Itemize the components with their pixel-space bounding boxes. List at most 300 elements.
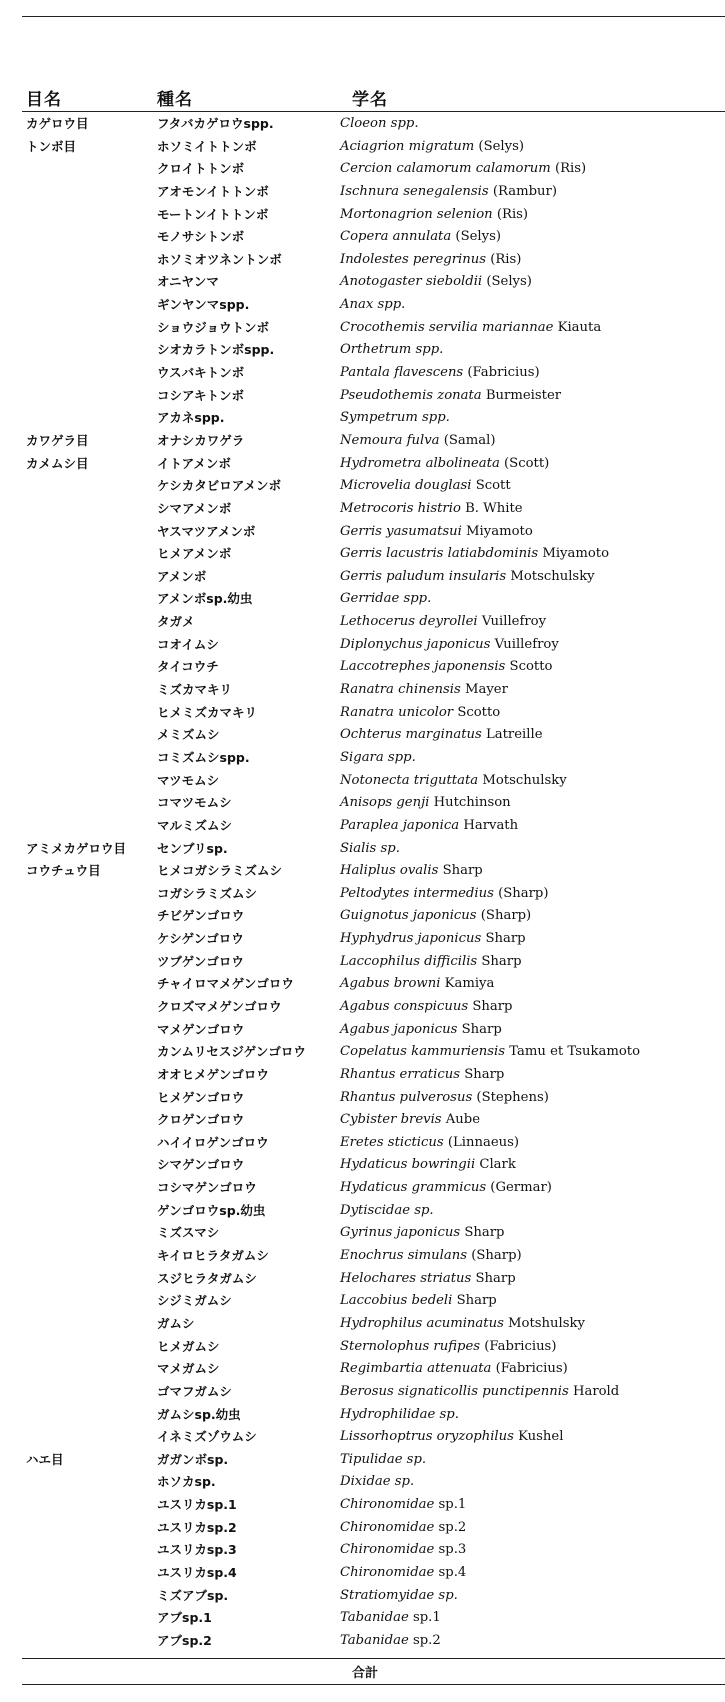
scientific-binomial: Eretes sticticus	[340, 1134, 444, 1150]
japanese-name-cell: オオヒメゲンゴロウ	[157, 1066, 269, 1082]
table-row	[0, 1041, 725, 1064]
japanese-name-cell: オニヤンマ	[157, 274, 219, 290]
author-citation: B. White	[465, 500, 523, 516]
japanese-name-cell: センブリsp.	[157, 840, 228, 856]
author-citation: Aube	[445, 1112, 481, 1128]
author-citation: Burmeister	[485, 387, 562, 403]
scientific-name-cell	[340, 568, 595, 586]
table-row	[0, 724, 725, 747]
scientific-binomial: Sympetrum spp.	[340, 410, 450, 426]
japanese-name-cell: ミズアブsp.	[157, 1587, 229, 1603]
author-citation: Sharp	[485, 931, 526, 947]
japanese-name-cell: ヒメミズカマキリ	[157, 704, 258, 720]
author-citation: sp.4	[438, 1565, 467, 1580]
table-row	[0, 1630, 725, 1653]
japanese-name-cell: キイロヒラタガムシ	[157, 1248, 269, 1264]
japanese-name-cell: ホソミオツネントンボ	[157, 251, 282, 267]
scientific-name-cell	[340, 885, 549, 903]
author-citation: Sharp	[442, 863, 483, 879]
scientific-binomial: Laccophilus difficilis	[340, 953, 478, 969]
table-row	[0, 905, 725, 928]
japanese-name-cell: ウスバキトンボ	[157, 365, 245, 381]
table-row	[0, 1109, 725, 1132]
order-cell: ハエ目	[26, 1451, 64, 1467]
table-row	[0, 1585, 725, 1608]
japanese-name-cell: クロイトトンボ	[157, 161, 245, 177]
table-row	[0, 747, 725, 770]
japanese-name-cell: イトアメンボ	[157, 455, 231, 471]
author-citation: Sharp	[456, 1293, 497, 1309]
japanese-name-cell: ヒメゲンゴロウ	[157, 1089, 245, 1105]
order-cell: カワゲラ目	[26, 432, 89, 448]
table-row	[0, 566, 725, 589]
scientific-binomial: Agabus conspicuus	[340, 998, 469, 1014]
japanese-name-cell: マツモムシ	[157, 772, 220, 788]
scientific-name-cell	[340, 160, 586, 178]
japanese-name-cell: カンムリセスジゲンゴロウ	[157, 1044, 306, 1060]
japanese-name-cell: コシアキトンボ	[157, 387, 245, 403]
scientific-binomial: Aciagrion migratum	[340, 138, 475, 154]
scientific-binomial: Helochares striatus	[340, 1270, 472, 1286]
japanese-name-cell: ミズスマシ	[157, 1225, 220, 1241]
japanese-name-cell: アブsp.1	[157, 1610, 212, 1626]
author-citation: Kamiya	[444, 976, 495, 992]
scientific-binomial: Laccobius bedeli	[340, 1293, 453, 1309]
author-citation: Clark	[479, 1157, 516, 1173]
japanese-name-cell: ヒメガムシ	[157, 1338, 220, 1354]
table-row	[0, 996, 725, 1019]
scientific-name-cell	[340, 1043, 640, 1061]
table-row	[0, 407, 725, 430]
author-citation: (Ris)	[490, 251, 522, 267]
scientific-name-cell	[340, 409, 450, 427]
japanese-name-cell: ユスリカsp.4	[157, 1565, 237, 1580]
table-row	[0, 928, 725, 951]
scientific-name-cell	[340, 998, 512, 1016]
scientific-name-cell	[340, 681, 508, 699]
table-row	[0, 883, 725, 906]
japanese-name-cell: シマアメンボ	[157, 500, 232, 516]
author-citation: Vuillefroy	[481, 614, 547, 630]
scientific-name-cell	[340, 726, 543, 744]
table-row	[0, 1426, 725, 1449]
japanese-name-cell: ガムシ	[157, 1315, 195, 1331]
scientific-binomial: Hydrometra albolineata	[340, 455, 500, 471]
scientific-name-cell	[340, 296, 405, 314]
scientific-name-cell	[340, 1156, 516, 1174]
table-row	[0, 1154, 725, 1177]
scientific-binomial: Hydaticus bowringii	[340, 1157, 476, 1173]
author-citation: Scott	[475, 478, 511, 494]
author-citation: Scotto	[509, 659, 553, 675]
bottom-rule-2	[22, 1684, 725, 1685]
scientific-binomial: Agabus japonicus	[340, 1021, 458, 1037]
author-citation: Motshulsky	[508, 1315, 585, 1331]
table-row	[0, 815, 725, 838]
scientific-name-cell	[340, 251, 521, 269]
table-row	[0, 1336, 725, 1359]
scientific-name-cell	[340, 930, 526, 948]
table-row	[0, 702, 725, 725]
japanese-name-cell: オナシカワゲラ	[157, 432, 245, 448]
scientific-name-cell	[340, 1089, 549, 1107]
author-citation: sp.1	[438, 1497, 467, 1513]
table-row	[0, 656, 725, 679]
author-citation: Harvath	[463, 817, 519, 833]
author-citation: Motschulsky	[510, 568, 595, 584]
table-row	[0, 838, 725, 861]
scientific-binomial: Tabanidae	[340, 1610, 409, 1626]
japanese-name-cell: ホソカsp.	[157, 1474, 216, 1490]
table-row	[0, 1087, 725, 1110]
japanese-name-cell: マメゲンゴロウ	[157, 1021, 245, 1037]
table-row	[0, 1019, 725, 1042]
scientific-binomial: Rhantus pulverosus	[340, 1089, 473, 1105]
scientific-name-cell	[340, 1541, 466, 1559]
scientific-name-cell	[340, 1496, 466, 1514]
scientific-binomial: Tipulidae sp.	[340, 1451, 427, 1467]
table-row	[0, 1313, 725, 1336]
scientific-binomial: Ochterus marginatus	[340, 727, 482, 743]
japanese-name-cell: チャイロマメゲンゴロウ	[157, 976, 294, 992]
japanese-name-cell: コオイムシ	[157, 636, 219, 652]
japanese-name-cell: ケシゲンゴロウ	[157, 931, 244, 947]
table-row	[0, 1290, 725, 1313]
scientific-binomial: Chironomidae	[340, 1542, 435, 1558]
scientific-name-cell	[340, 1224, 505, 1242]
scientific-name-cell	[340, 1315, 585, 1333]
scientific-binomial: Sigara spp.	[340, 749, 416, 765]
scientific-name-cell	[340, 228, 501, 246]
scientific-binomial: Chironomidae	[340, 1519, 435, 1535]
scientific-name-cell	[340, 341, 443, 359]
order-cell: コウチュウ目	[26, 863, 101, 879]
scientific-binomial: Pantala flavescens	[340, 365, 464, 381]
scientific-binomial: Nemoura fulva	[340, 432, 440, 448]
author-citation: sp.2	[438, 1519, 467, 1535]
header-japanese-name: 種名	[157, 90, 193, 110]
order-cell: カメムシ目	[26, 455, 89, 471]
table-row	[0, 1245, 725, 1268]
scientific-binomial: Rhantus erraticus	[340, 1066, 460, 1082]
table-row	[0, 951, 725, 974]
scientific-binomial: Hydrophilidae sp.	[340, 1406, 459, 1422]
author-citation: sp.3	[438, 1542, 467, 1558]
japanese-name-cell: クロゲンゴロウ	[157, 1112, 245, 1128]
table-row	[0, 113, 725, 136]
japanese-name-cell: アメンボsp.幼虫	[157, 591, 253, 607]
japanese-name-cell: コミズムシspp.	[157, 749, 250, 765]
scientific-name-cell	[340, 1587, 458, 1605]
author-citation: (Sharp)	[471, 1248, 522, 1264]
scientific-name-cell	[340, 862, 483, 880]
scientific-binomial: Hydaticus grammicus	[340, 1180, 487, 1196]
scientific-binomial: Gerris paludum insularis	[340, 568, 507, 584]
scientific-binomial: Orthetrum spp.	[340, 342, 444, 358]
table-row	[0, 362, 725, 385]
author-citation: (Ris)	[554, 161, 587, 177]
table-row	[0, 679, 725, 702]
total-label: 合計	[352, 1666, 379, 1681]
scientific-name-cell	[340, 1609, 441, 1627]
author-citation: Hutchinson	[433, 795, 511, 811]
japanese-name-cell: アカネspp.	[157, 410, 225, 426]
scientific-binomial: Agabus browni	[340, 976, 441, 992]
scientific-binomial: Ranatra unicolor	[340, 704, 454, 720]
author-citation: (Selys)	[486, 274, 532, 290]
scientific-name-cell	[340, 975, 494, 993]
scientific-binomial: Enochrus simulans	[340, 1248, 468, 1264]
scientific-name-cell	[340, 590, 431, 608]
japanese-name-cell: ヒメコガシラミズムシ	[157, 863, 283, 879]
scientific-binomial: Anotogaster sieboldii	[340, 274, 483, 290]
table-row	[0, 317, 725, 340]
scientific-name-cell	[340, 840, 400, 858]
author-citation: Tamu et Tsukamoto	[509, 1044, 641, 1060]
table-row	[0, 973, 725, 996]
scientific-binomial: Peltodytes intermedius	[340, 885, 494, 901]
author-citation: (Rambur)	[492, 183, 557, 199]
author-citation: Sharp	[464, 1225, 505, 1241]
scientific-binomial: Dytiscidae sp.	[340, 1202, 434, 1218]
scientific-binomial: Notonecta triguttata	[340, 772, 479, 788]
table-row	[0, 770, 725, 793]
scientific-name-cell	[340, 138, 524, 156]
table-row	[0, 385, 725, 408]
scientific-binomial: Sternolophus rufipes	[340, 1338, 481, 1354]
japanese-name-cell: ショウジョウトンボ	[157, 319, 270, 335]
scientific-name-cell	[340, 432, 496, 450]
scientific-binomial: Pseudothemis zonata	[340, 387, 482, 403]
scientific-binomial: Haliplus ovalis	[340, 863, 439, 879]
japanese-name-cell: チビゲンゴロウ	[157, 908, 245, 924]
author-citation: sp.1	[412, 1610, 441, 1626]
scientific-binomial: Guignotus japonicus	[340, 908, 477, 924]
scientific-name-cell	[340, 1202, 434, 1220]
scientific-binomial: Lissorhoptrus oryzophilus	[340, 1429, 514, 1445]
japanese-name-cell: ゲンゴロウsp.幼虫	[157, 1202, 266, 1218]
japanese-name-cell: イネミズゾウムシ	[157, 1429, 257, 1445]
table-row	[0, 271, 725, 294]
table-row	[0, 204, 725, 227]
author-citation: (Fabricius)	[495, 1361, 568, 1377]
scientific-name-cell	[340, 772, 567, 790]
table-row	[0, 1358, 725, 1381]
table-row	[0, 1200, 725, 1223]
scientific-name-cell	[340, 1134, 519, 1152]
author-citation: (Scott)	[504, 455, 550, 471]
author-citation: Harold	[572, 1383, 620, 1399]
scientific-binomial: Tabanidae	[340, 1632, 409, 1648]
scientific-name-cell	[340, 794, 511, 812]
author-citation: (Selys)	[455, 229, 501, 245]
scientific-name-cell	[340, 1338, 556, 1356]
scientific-binomial: Chironomidae	[340, 1565, 435, 1580]
table-row	[0, 1177, 725, 1200]
scientific-binomial: Copera annulata	[340, 229, 452, 245]
table-row	[0, 543, 725, 566]
scientific-binomial: Ranatra chinensis	[340, 682, 461, 698]
japanese-name-cell: ユスリカsp.3	[157, 1542, 237, 1558]
table-row	[0, 1471, 725, 1494]
japanese-name-cell: スジヒラタガムシ	[157, 1270, 257, 1286]
scientific-name-cell	[340, 907, 531, 925]
japanese-name-cell: クロズマメゲンゴロウ	[157, 998, 282, 1014]
author-citation: (Linnaeus)	[447, 1134, 520, 1150]
header-order: 目名	[26, 90, 62, 110]
japanese-name-cell: ガムシsp.幼虫	[157, 1406, 241, 1422]
table-row	[0, 611, 725, 634]
japanese-name-cell: シジミガムシ	[157, 1293, 232, 1309]
table-row	[0, 634, 725, 657]
scientific-name-cell	[340, 953, 522, 971]
table-row	[0, 339, 725, 362]
scientific-binomial: Metrocoris histrio	[340, 500, 461, 516]
scientific-binomial: Copelatus kammuriensis	[340, 1044, 506, 1060]
author-citation: (Ris)	[496, 206, 529, 222]
top-rule	[22, 16, 725, 17]
author-citation: Sharp	[472, 998, 513, 1014]
scientific-name-cell	[340, 1383, 619, 1401]
author-citation: sp.2	[412, 1632, 441, 1648]
order-cell: カゲロウ目	[26, 116, 89, 131]
scientific-name-cell	[340, 704, 500, 722]
scientific-binomial: Gerris yasumatsui	[340, 523, 462, 539]
japanese-name-cell: メミズムシ	[157, 727, 220, 743]
scientific-name-cell	[340, 1451, 426, 1469]
japanese-name-cell: モートンイトトンボ	[157, 206, 269, 222]
author-citation: Motschulsky	[482, 772, 567, 788]
japanese-name-cell: コガシラミズムシ	[157, 885, 258, 901]
table-row	[0, 158, 725, 181]
japanese-name-cell: アオモンイトトンボ	[157, 183, 269, 199]
scientific-binomial: Crocothemis servilia mariannae	[340, 319, 554, 335]
scientific-binomial: Paraplea japonica	[340, 817, 460, 833]
author-citation: (Sharp)	[480, 908, 532, 924]
scientific-name-cell	[340, 115, 419, 133]
table-row	[0, 792, 725, 815]
japanese-name-cell: タガメ	[157, 614, 195, 630]
japanese-name-cell: ユスリカsp.2	[157, 1519, 237, 1535]
scientific-name-cell	[340, 455, 549, 473]
japanese-name-cell: ヒメアメンボ	[157, 546, 232, 562]
species-table-body	[0, 113, 725, 1653]
scientific-name-cell	[340, 1360, 568, 1378]
table-row	[0, 588, 725, 611]
scientific-name-cell	[340, 387, 561, 405]
scientific-binomial: Sialis sp.	[340, 840, 400, 856]
japanese-name-cell: ホソミイトトンボ	[157, 138, 257, 154]
header-scientific-name: 学名	[352, 90, 388, 110]
scientific-name-cell	[340, 500, 523, 518]
author-citation: Kushel	[518, 1429, 564, 1445]
table-row	[0, 181, 725, 204]
scientific-binomial: Chironomidae	[340, 1497, 435, 1513]
author-citation: Miyamoto	[542, 546, 610, 562]
scientific-name-cell	[340, 1406, 459, 1424]
table-row	[0, 226, 725, 249]
scientific-binomial: Microvelia douglasi	[340, 478, 472, 494]
scientific-name-cell	[340, 1473, 414, 1491]
table-row	[0, 475, 725, 498]
japanese-name-cell: ヤスマツアメンボ	[157, 523, 256, 539]
scientific-binomial: Cybister brevis	[340, 1112, 442, 1128]
scientific-binomial: Gerris lacustris latiabdominis	[340, 546, 539, 562]
japanese-name-cell: タイコウチ	[157, 659, 219, 675]
author-citation: (Stephens)	[476, 1089, 549, 1105]
scientific-name-cell	[340, 1270, 516, 1288]
scientific-name-cell	[340, 817, 518, 835]
scientific-binomial: Berosus signaticollis punctipennis	[340, 1383, 569, 1399]
author-citation: (Fabricius)	[484, 1338, 557, 1354]
scientific-binomial: Dixidae sp.	[340, 1474, 415, 1490]
scientific-name-cell	[340, 1632, 441, 1650]
table-header	[0, 85, 725, 111]
scientific-name-cell	[340, 613, 546, 631]
scientific-binomial: Lethocerus deyrollei	[340, 614, 478, 630]
author-citation: Sharp	[464, 1066, 505, 1082]
japanese-name-cell: ミズカマキリ	[157, 682, 233, 698]
author-citation: Scotto	[457, 704, 501, 720]
scientific-binomial: Ischnura senegalensis	[340, 183, 489, 199]
table-row	[0, 249, 725, 272]
author-citation: Miyamoto	[466, 523, 533, 539]
table-row	[0, 1607, 725, 1630]
japanese-name-cell: マルミズムシ	[157, 817, 233, 833]
scientific-name-cell	[340, 319, 601, 337]
scientific-name-cell	[340, 1021, 502, 1039]
scientific-name-cell	[340, 1519, 466, 1537]
scientific-name-cell	[340, 183, 557, 201]
japanese-name-cell: コマツモムシ	[157, 795, 232, 811]
scientific-binomial: Hyphydrus japonicus	[340, 931, 482, 947]
author-citation: (Samal)	[443, 432, 496, 448]
table-row	[0, 1562, 725, 1585]
table-row	[0, 1132, 725, 1155]
author-citation: Sharp	[481, 953, 522, 969]
table-row	[0, 1381, 725, 1404]
japanese-name-cell: ガガンボsp.	[157, 1451, 229, 1467]
scientific-binomial: Mortonagrion selenion	[340, 206, 493, 222]
scientific-name-cell	[340, 364, 540, 382]
scientific-binomial: Diplonychus japonicus	[340, 636, 491, 652]
author-citation: Sharp	[475, 1270, 516, 1286]
author-citation: Mayer	[464, 682, 508, 698]
scientific-name-cell	[340, 1066, 504, 1084]
scientific-name-cell	[340, 1564, 466, 1582]
table-row	[0, 1517, 725, 1540]
table-row	[0, 430, 725, 453]
scientific-name-cell	[340, 658, 552, 676]
author-citation: (Selys)	[478, 138, 524, 154]
japanese-name-cell: ギンヤンマspp.	[157, 297, 250, 313]
table-row	[0, 136, 725, 159]
scientific-binomial: Gerridae spp.	[340, 591, 432, 607]
author-citation: Sharp	[461, 1021, 502, 1037]
table-row	[0, 521, 725, 544]
scientific-name-cell	[340, 1247, 522, 1265]
scientific-name-cell	[340, 1179, 552, 1197]
scientific-name-cell	[340, 206, 528, 224]
scientific-binomial: Laccotrephes japonensis	[340, 659, 506, 675]
japanese-name-cell: モノサシトンボ	[157, 229, 245, 245]
header-rule	[22, 111, 725, 112]
japanese-name-cell: ユスリカsp.1	[157, 1497, 237, 1513]
japanese-name-cell: アメンボ	[157, 568, 207, 584]
author-citation: (Sharp)	[498, 885, 549, 901]
scientific-binomial: Regimbartia attenuata	[340, 1361, 492, 1377]
table-row	[0, 860, 725, 883]
